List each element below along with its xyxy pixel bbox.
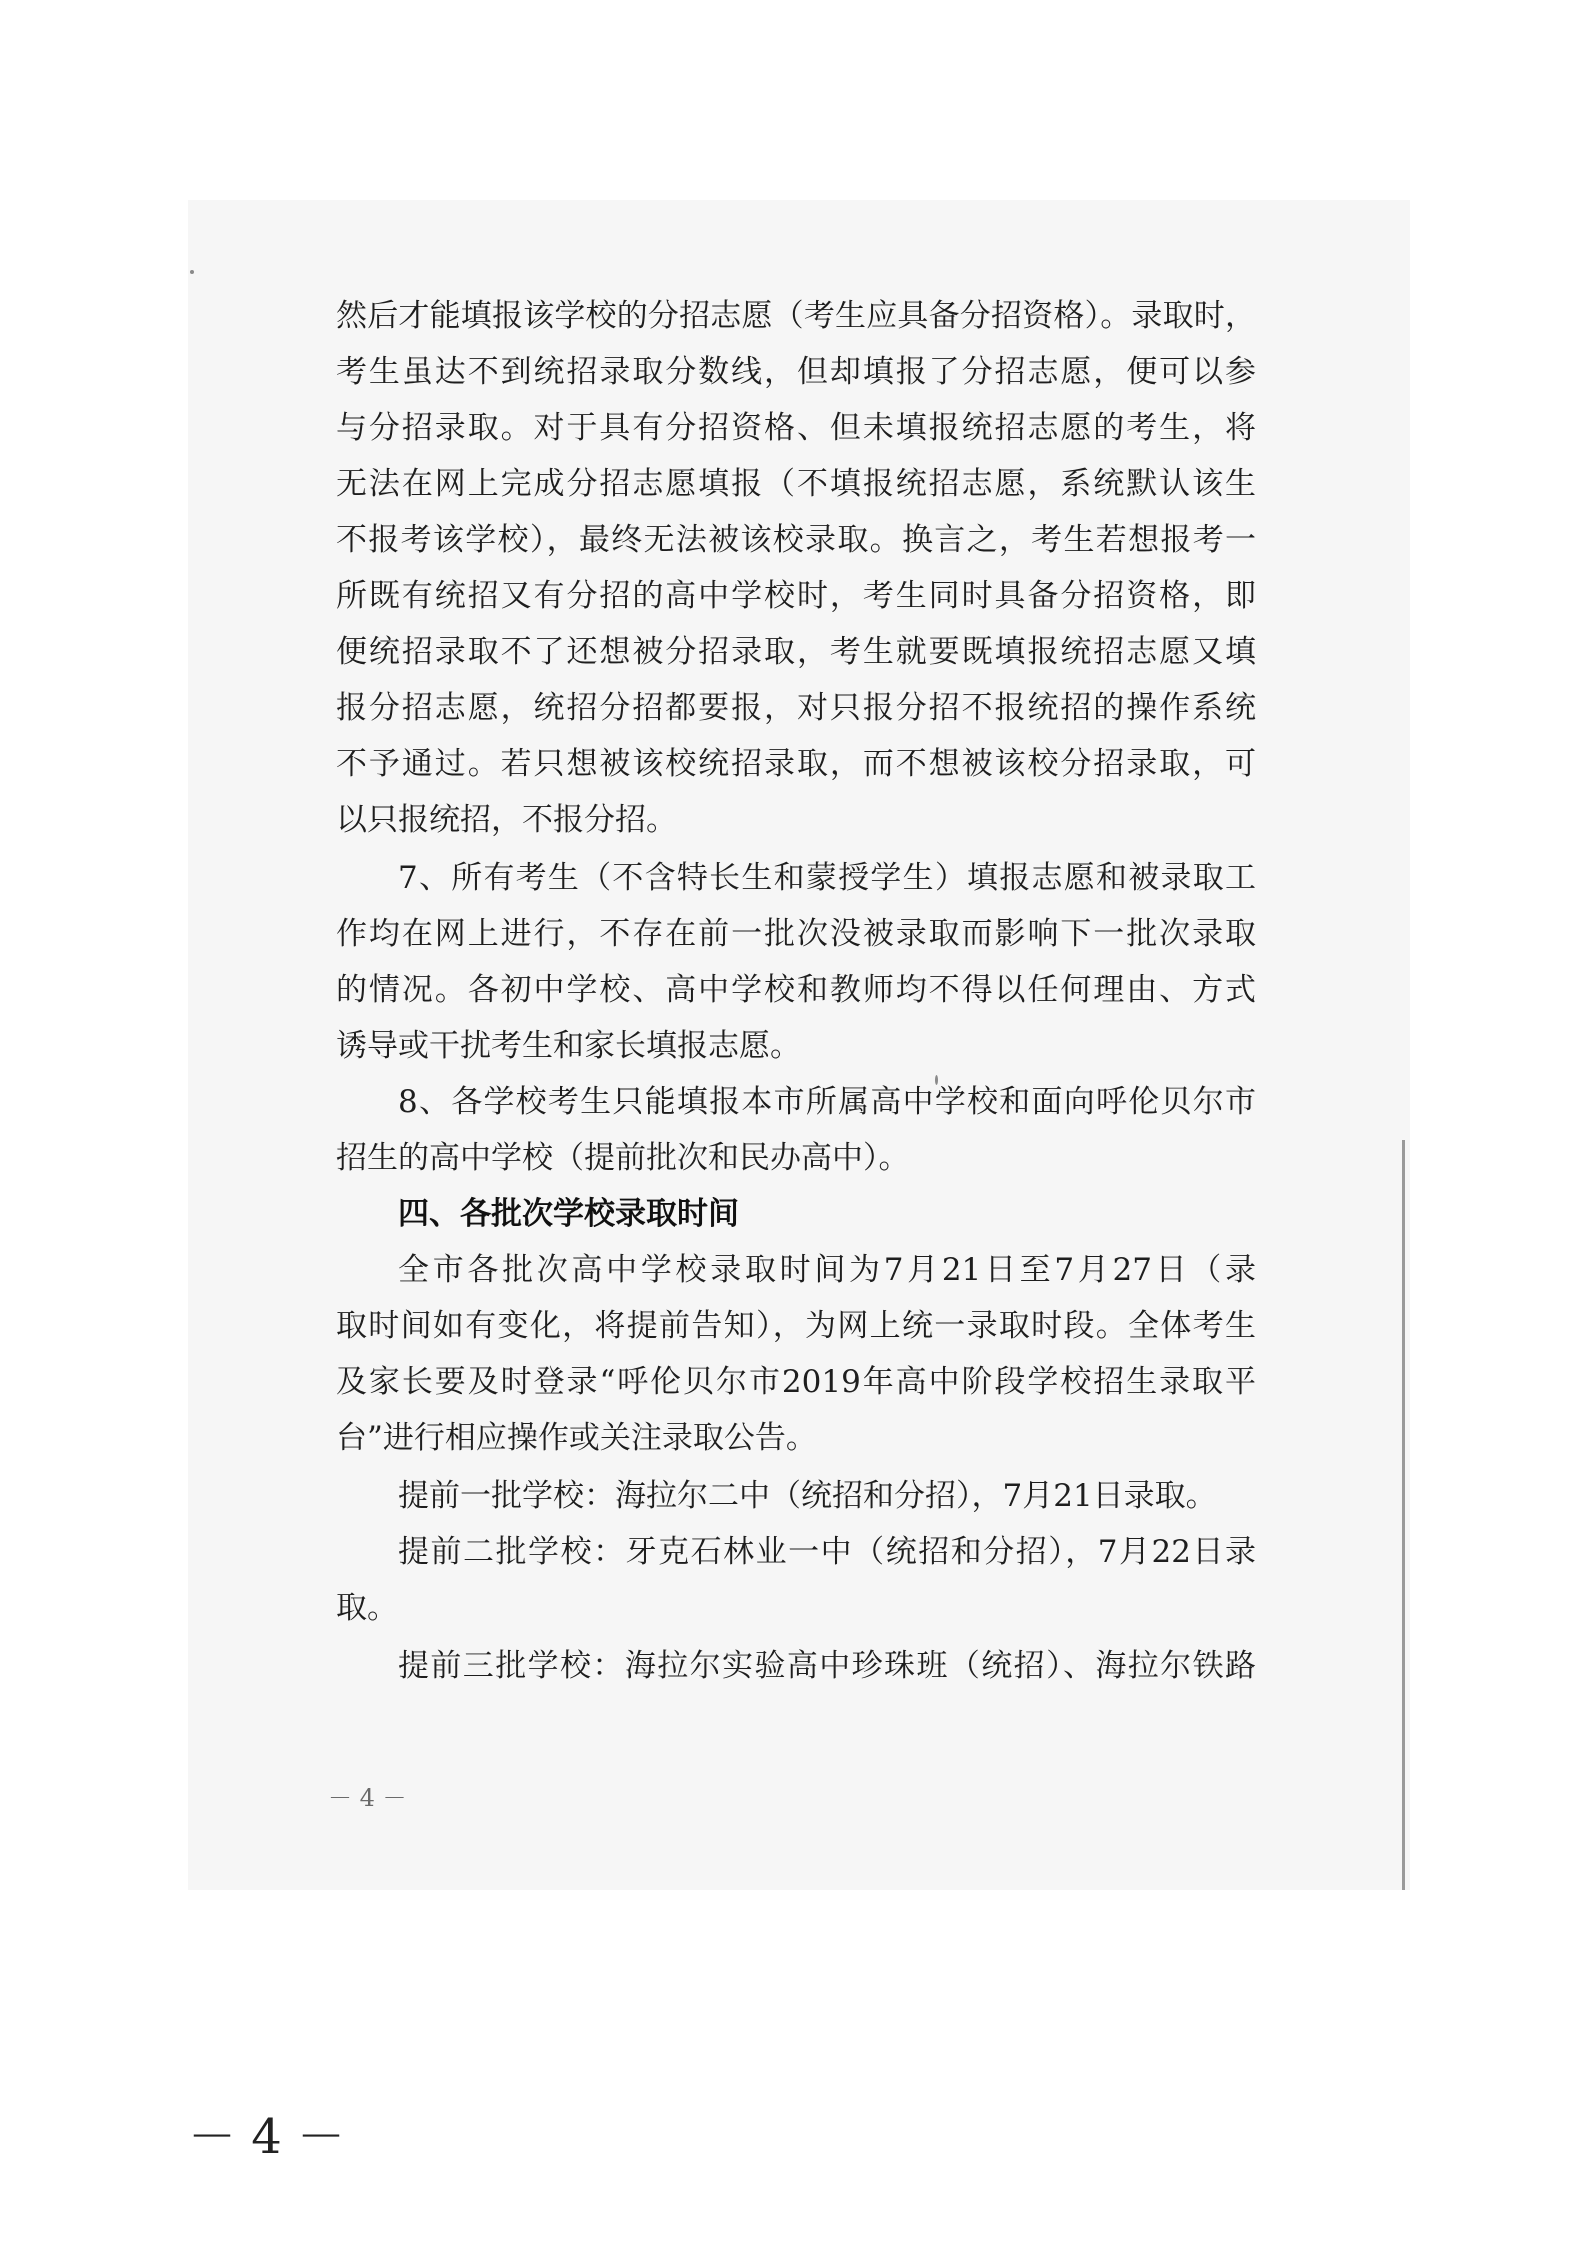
- paragraph-line: 与分招录取。对于具有分招资格、但未填报统招志愿的考生，将: [336, 410, 1256, 446]
- paragraph-line: 所既有统招又有分招的高中学校时，考生同时具备分招资格，即: [336, 578, 1256, 614]
- item-8-line: 8、各学校考生只能填报本市所属高中学校和面向呼伦贝尔市: [398, 1084, 1256, 1120]
- paragraph-line: 台”进行相应操作或关注录取公告。: [336, 1420, 817, 1456]
- outer-page-number: － 4 －: [188, 2109, 346, 2165]
- item-7-line: 7、所有考生（不含特长生和蒙授学生）填报志愿和被录取工: [398, 860, 1256, 896]
- paragraph-line: 全市各批次高中学校录取时间为7月21日至7月27日（录: [398, 1252, 1256, 1288]
- paragraph-line: 不予通过。若只想被该校统招录取，而不想被该校分招录取，可: [336, 746, 1256, 782]
- batch-3-line: 提前三批学校：海拉尔实验高中珍珠班（统招）、海拉尔铁路: [398, 1648, 1256, 1684]
- batch-1-line: 提前一批学校：海拉尔二中（统招和分招），7月21日录取。: [398, 1478, 1217, 1514]
- batch-2-line: 提前二批学校：牙克石林业一中（统招和分招），7月22日录: [398, 1534, 1256, 1570]
- section-heading: 四、各批次学校录取时间: [398, 1196, 739, 1232]
- paragraph-line: 诱导或干扰考生和家长填报志愿。: [336, 1028, 801, 1064]
- paragraph-line: 取。: [336, 1590, 398, 1626]
- paragraph-line: 报分招志愿，统招分招都要报，对只报分招不报统招的操作系统: [336, 690, 1256, 726]
- paragraph-line: 及家长要及时登录“呼伦贝尔市2019年高中阶段学校招生录取平: [336, 1364, 1256, 1400]
- paragraph-line: 作均在网上进行，不存在前一批次没被录取而影响下一批次录取: [336, 916, 1256, 952]
- paragraph-line: 便统招录取不了还想被分招录取，考生就要既填报统招志愿又填: [336, 634, 1256, 670]
- paragraph-line: 以只报统招，不报分招。: [336, 802, 677, 838]
- paragraph-line: 不报考该学校），最终无法被该校录取。换言之，考生若想报考一: [336, 522, 1256, 558]
- paragraph-line: 取时间如有变化，将提前告知），为网上统一录取时段。全体考生: [336, 1308, 1256, 1344]
- paragraph-line: 的情况。各初中学校、高中学校和教师均不得以任何理由、方式: [336, 972, 1256, 1008]
- paragraph-line: 然后才能填报该学校的分招志愿（考生应具备分招资格）。录取时，: [336, 298, 1256, 334]
- paragraph-line: 无法在网上完成分招志愿填报（不填报统招志愿，系统默认该生: [336, 466, 1256, 502]
- inner-page-number: － 4 －: [328, 1784, 407, 1812]
- paragraph-line: 招生的高中学校（提前批次和民办高中）。: [336, 1140, 910, 1176]
- paragraph-line: 考生虽达不到统招录取分数线，但却填报了分招志愿，便可以参: [336, 354, 1256, 390]
